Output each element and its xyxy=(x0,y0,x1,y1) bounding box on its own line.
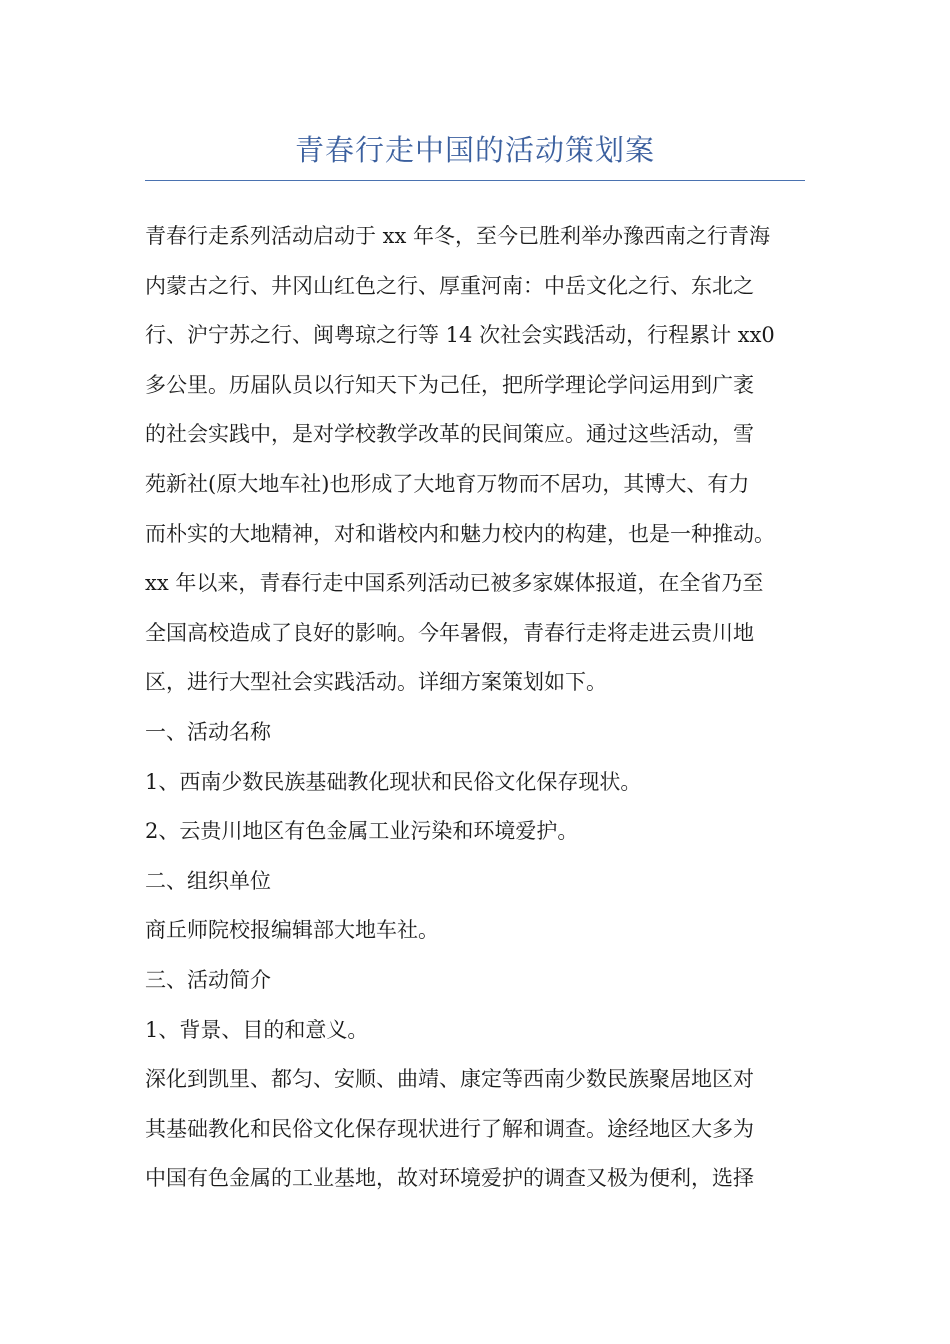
document-title: 青春行走中国的活动策划案 xyxy=(294,133,655,167)
body-line: 内蒙古之行、井冈山红色之行、厚重河南：中岳文化之行、东北之 xyxy=(145,273,754,298)
body-line: 中国有色金属的工业基地，故对环境爱护的调查又极为便利，选择 xyxy=(145,1166,754,1191)
body-line: 行、沪宁苏之行、闽粤琼之行等 14 次社会实践活动，行程累计 xx0 xyxy=(145,323,775,348)
list-item: 2、云贵川地区有色金属工业污染和环境爱护。 xyxy=(145,819,579,844)
document-body xyxy=(145,212,809,1204)
body-line: 全国高校造成了良好的影响。今年暑假，青春行走将走进云贵川地 xyxy=(145,620,754,645)
section-heading-organizer: 二、组织单位 xyxy=(145,868,271,893)
body-line: 其基础教化和民俗文化保存现状进行了解和调查。途经地区大多为 xyxy=(145,1116,754,1141)
section-heading-introduction: 三、活动简介 xyxy=(145,967,271,992)
body-line: xx 年以来，青春行走中国系列活动已被多家媒体报道，在全省乃至 xyxy=(145,571,764,596)
body-line: 青春行走系列活动启动于 xx 年冬，至今已胜利举办豫西南之行青海 xyxy=(145,224,771,248)
title-underline xyxy=(145,180,805,181)
body-line: 商丘师院校报编辑部大地车社。 xyxy=(145,918,439,943)
body-line: 多公里。历届队员以行知天下为己任，把所学理论学问运用到广袤 xyxy=(145,372,754,397)
body-line: 苑新社(原大地车社)也形成了大地育万物而不居功，其博大、有力 xyxy=(145,471,750,496)
list-item: 1、背景、目的和意义。 xyxy=(145,1017,369,1042)
body-line: 区，进行大型社会实践活动。详细方案策划如下。 xyxy=(145,670,607,695)
body-line: 的社会实践中，是对学校教学改革的民间策应。通过这些活动，雪 xyxy=(145,422,754,447)
list-item: 1、西南少数民族基础教化现状和民俗文化保存现状。 xyxy=(145,769,642,794)
body-line: 深化到凯里、都匀、安顺、曲靖、康定等西南少数民族聚居地区对 xyxy=(145,1067,754,1092)
body-line: 而朴实的大地精神，对和谐校内和魅力校内的构建，也是一种推动。 xyxy=(145,521,775,546)
section-heading-activity-name: 一、活动名称 xyxy=(145,719,271,744)
